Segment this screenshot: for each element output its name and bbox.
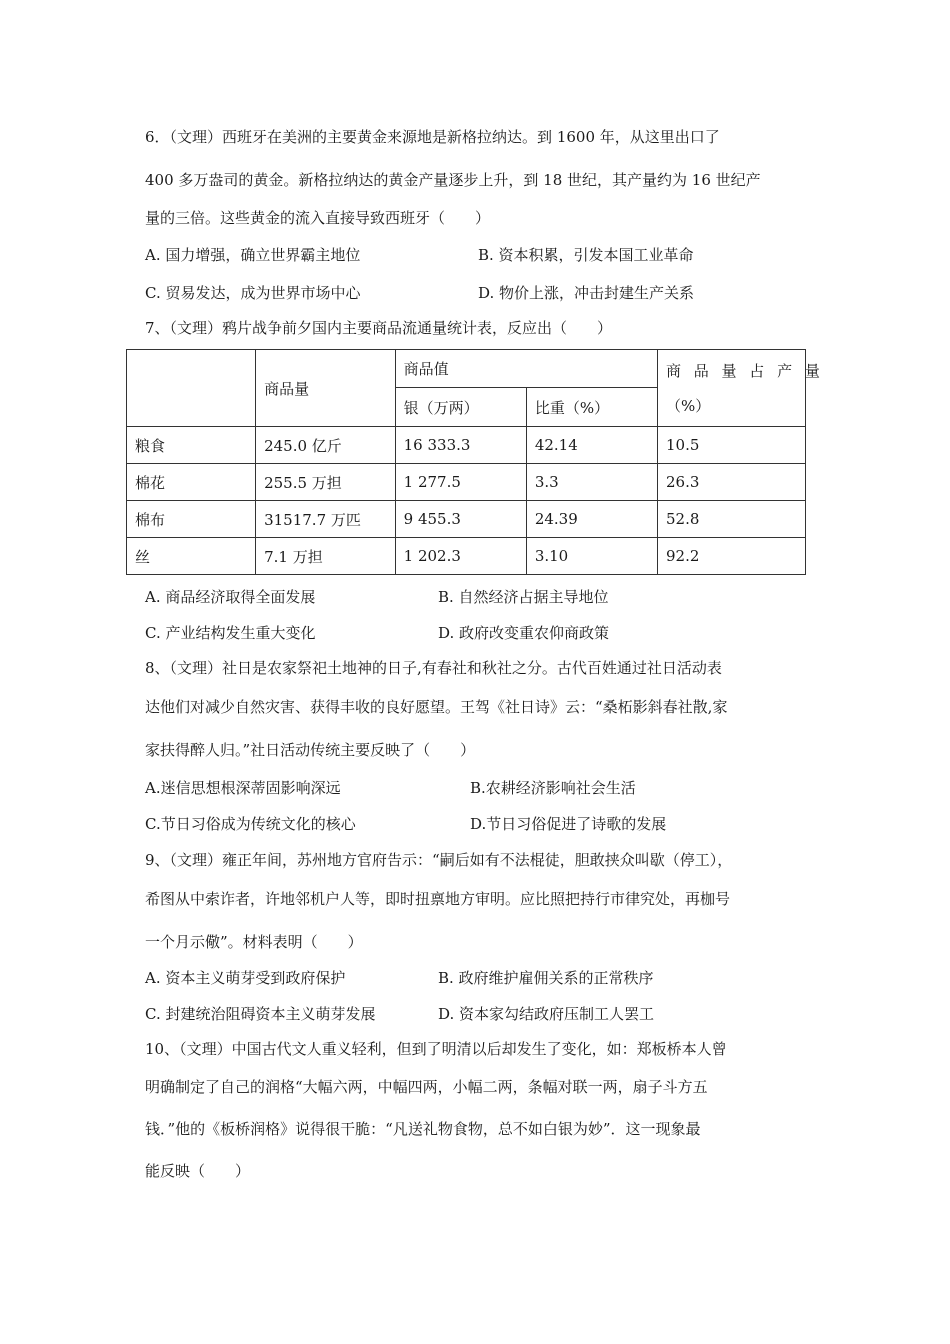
row-name: 粮食 [127,427,256,464]
header-share [658,350,824,427]
q6-option-a: A. 国力增强，确立世界霸主地位 [145,246,361,264]
table-row [127,501,806,538]
q9-option-c: C. 封建统治阻碍资本主义萌芽发展 [145,1005,376,1023]
q8-option-c: C.节日习俗成为传统文化的核心 [145,815,356,833]
q9-option-b: B. 政府维护雇佣关系的正常秩序 [438,969,654,987]
row-quantity: 245.0 亿斤 [256,427,396,464]
q8-option-a: A.迷信思想根深蒂固影响深远 [145,779,341,797]
q10-line-3: 钱．”他的《板桥润格》说得很干脆：“凡送礼物食物，总不如白银为妙”．这一现象最 [145,1120,701,1138]
commodity-table [126,349,824,575]
header-quantity: 商品量 [256,350,396,427]
row-silver: 1 202.3 [395,538,526,575]
row-quantity: 255.5 万担 [256,464,396,501]
q9-line-3: 一个月示儆”。材料表明（ ） [145,933,363,951]
q9-line-1: 9、（文理）雍正年间，苏州地方官府告示：“嗣后如有不法棍徒，胆敢挟众叫歇（停工）， [145,851,733,869]
row-silver: 16 333.3 [395,427,526,464]
q6-line-1: 6．（文理）西班牙在美洲的主要黄金来源地是新格拉纳达。到 1600 年，从这里出口了 [145,128,720,146]
header-silver: 银（万两） [395,388,526,427]
q9-option-d: D. 资本家勾结政府压制工人罢工 [438,1005,655,1023]
q7-line-1: 7、（文理）鸦片战争前夕国内主要商品流通量统计表，反应出（ ） [145,319,613,337]
q7-option-b: B. 自然经济占据主导地位 [438,588,609,606]
q7-option-a: A. 商品经济取得全面发展 [145,588,316,606]
q8-line-3: 家扶得醉人归。”社日活动传统主要反映了（ ） [145,741,476,759]
q9-line-2: 希图从中索诈者，许地邻机户人等，即时扭禀地方审明。应比照把持行市律究处，再枷号 [145,890,731,908]
q8-option-b: B.农耕经济影响社会生活 [470,779,636,797]
table-corner-cell [127,350,256,427]
q7-option-d: D. 政府改变重农仰商政策 [438,624,610,642]
q10-line-4: 能反映（ ） [145,1162,251,1180]
row-ratio: 3.10 [526,538,657,575]
table-row [127,538,806,575]
table-row [127,464,806,501]
row-quantity: 7.1 万担 [256,538,396,575]
row-share: 52.8 [658,501,806,538]
header-share-unit: （%） [666,397,711,415]
q10-line-1: 10、（文理）中国古代文人重义轻利，但到了明清以后却发生了变化，如：郑板桥本人曾 [145,1040,727,1058]
q6-line-3: 量的三倍。这些黄金的流入直接导致西班牙（ ） [145,209,491,227]
q7-option-c: C. 产业结构发生重大变化 [145,624,316,642]
row-silver: 9 455.3 [395,501,526,538]
row-share: 92.2 [658,538,806,575]
row-name: 棉花 [127,464,256,501]
q8-line-2: 达他们对减少自然灾害、获得丰收的良好愿望。王驾《社日诗》云：“桑柘影斜春社散,家 [145,698,728,716]
row-share: 26.3 [658,464,806,501]
row-ratio: 3.3 [526,464,657,501]
q6-option-d: D. 物价上涨，冲击封建生产关系 [478,284,695,302]
row-silver: 1 277.5 [395,464,526,501]
row-name: 棉布 [127,501,256,538]
q8-option-d: D.节日习俗促进了诗歌的发展 [470,815,667,833]
header-share-label: 商 品 量 占 产 量 [666,362,824,380]
row-ratio: 24.39 [526,501,657,538]
table-row [127,427,806,464]
row-share: 10.5 [658,427,806,464]
q6-line-2: 400 多万盎司的黄金。新格拉纳达的黄金产量逐步上升，到 18 世纪，其产量约为 16 世纪产 [145,171,761,189]
q9-option-a: A. 资本主义萌芽受到政府保护 [145,969,346,987]
header-ratio: 比重（%） [526,388,657,427]
row-quantity: 31517.7 万匹 [256,501,396,538]
header-value: 商品值 [395,350,657,388]
row-name: 丝 [127,538,256,575]
q6-option-c: C. 贸易发达，成为世界市场中心 [145,284,361,302]
q8-line-1: 8、（文理）社日是农家祭祀土地神的日子,有春社和秋社之分。古代百姓通过社日活动表 [145,659,722,677]
q6-option-b: B. 资本积累，引发本国工业革命 [478,246,694,264]
q10-line-2: 明确制定了自己的润格“大幅六两，中幅四两，小幅二两，条幅对联一两，扇子斗方五 [145,1078,708,1096]
row-ratio: 42.14 [526,427,657,464]
